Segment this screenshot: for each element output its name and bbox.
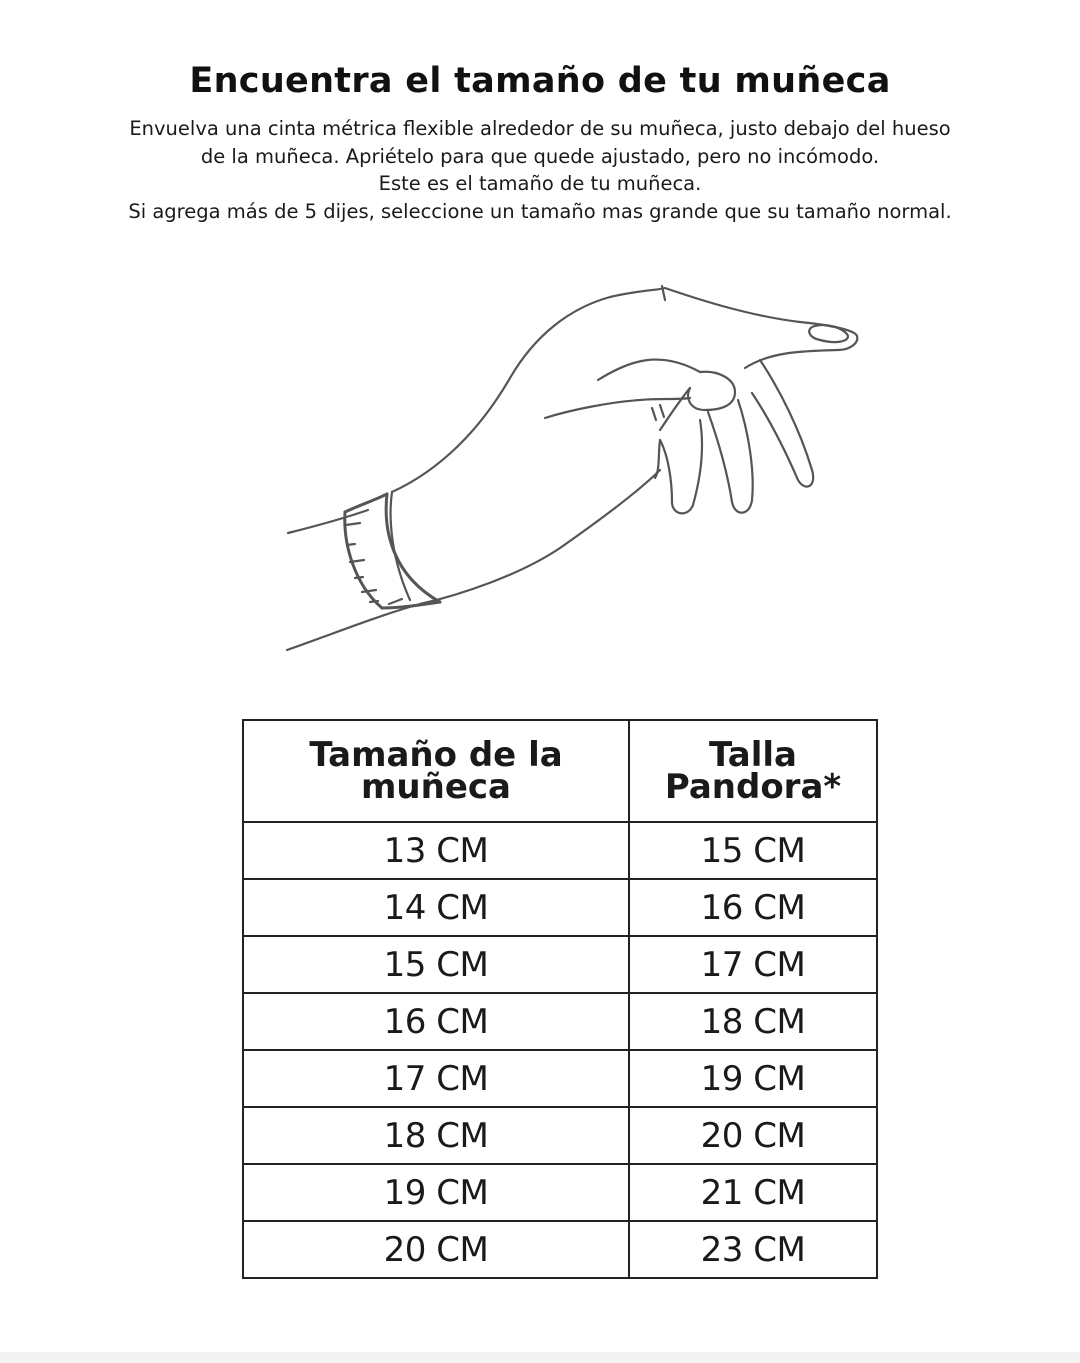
header-line: muñeca — [361, 767, 511, 807]
pandora-size-cell: 17 CM — [629, 936, 877, 993]
table-row — [243, 1164, 877, 1221]
instructions-text — [40, 115, 1040, 225]
page-title: Encuentra el tamaño de tu muñeca — [189, 61, 891, 102]
table-row — [243, 936, 877, 993]
instructions-line: Envuelva una cinta métrica flexible alrededor de su muñeca, justo debajo del hueso — [129, 117, 951, 140]
table-row — [243, 822, 877, 879]
header-line: Pandora* — [664, 767, 842, 807]
wrist-size-cell: 19 CM — [243, 1164, 629, 1221]
wrist-size-cell: 13 CM — [243, 822, 629, 879]
header-line: Tamaño de la — [309, 735, 563, 775]
wrist-size-cell: 20 CM — [243, 1221, 629, 1278]
pandora-size-cell: 15 CM — [629, 822, 877, 879]
wrist-size-cell: 14 CM — [243, 879, 629, 936]
table-header-row — [243, 720, 877, 822]
size-chart-table — [242, 719, 878, 1279]
table-row — [243, 1221, 877, 1278]
pandora-size-cell: 16 CM — [629, 879, 877, 936]
instructions-line: de la muñeca. Apriételo para que quede ajustado, pero no incómodo. — [200, 144, 880, 168]
header-line: Talla — [708, 735, 797, 775]
pandora-size-cell: 19 CM — [629, 1050, 877, 1107]
hand-with-measuring-tape-icon — [270, 270, 870, 670]
wrist-size-cell: 16 CM — [243, 993, 629, 1050]
wrist-size-cell: 15 CM — [243, 936, 629, 993]
bottom-edge — [0, 1352, 1080, 1363]
pandora-size-cell: 21 CM — [629, 1164, 877, 1221]
table-row — [243, 879, 877, 936]
table-row — [243, 1107, 877, 1164]
pandora-size-cell: 18 CM — [629, 993, 877, 1050]
header-pandora-size — [629, 720, 877, 822]
pandora-size-cell: 20 CM — [629, 1107, 877, 1164]
instructions-line: Si agrega más de 5 dijes, seleccione un tamaño mas grande que su tamaño normal. — [128, 199, 952, 223]
table-row — [243, 1050, 877, 1107]
pandora-size-cell: 23 CM — [629, 1221, 877, 1278]
wrist-size-cell: 17 CM — [243, 1050, 629, 1107]
instructions-line: Este es el tamaño de tu muñeca. — [378, 172, 702, 195]
wrist-size-cell: 18 CM — [243, 1107, 629, 1164]
header-wrist-size — [243, 720, 629, 822]
table-row — [243, 993, 877, 1050]
